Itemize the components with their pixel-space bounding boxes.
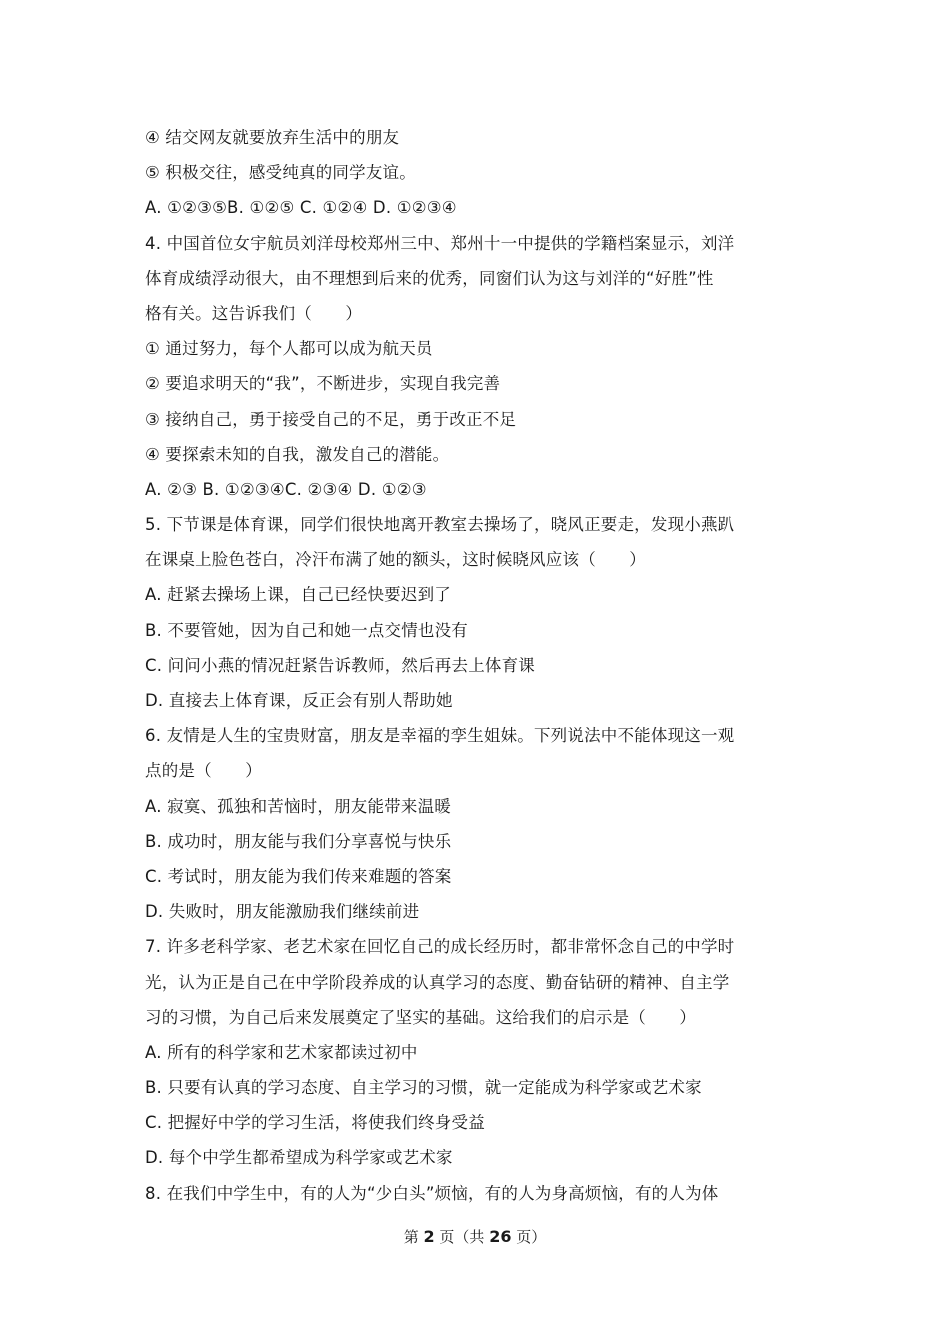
question-7: 7. 许多老科学家、老艺术家在回忆自己的成长经历时，都非常怀念自己的中学时 [145, 937, 735, 957]
text-line: ⑤ 积极交往，感受纯真的同学友谊。 [145, 163, 416, 183]
option-c: C. 把握好中学的学习生活，将使我们终身受益 [145, 1113, 485, 1133]
option-d: D. 失败时，朋友能激励我们继续前进 [145, 902, 420, 922]
question-4: 4. 中国首位女宇航员刘洋母校郑州三中、郑州十一中提供的学籍档案显示，刘洋 [145, 233, 735, 253]
question-6: 6. 友情是人生的宝贵财富，朋友是幸福的孪生姐妹。下列说法中不能体现这一观 [145, 726, 735, 746]
option-b: B. 只要有认真的学习态度、自主学习的习惯，就一定能成为科学家或艺术家 [145, 1078, 702, 1098]
option-a: A. 赶紧去操场上课，自己已经快要迟到了 [145, 585, 451, 605]
text-line: 格有关。这告诉我们（ ） [145, 303, 363, 323]
question-8: 8. 在我们中学生中，有的人为“少白头”烦恼，有的人为身高烦恼，有的人为体 [145, 1183, 719, 1203]
option-b: B. 不要管她，因为自己和她一点交情也没有 [145, 620, 469, 640]
option-d: D. 直接去上体育课，反正会有别人帮助她 [145, 691, 453, 710]
footer-prefix: 第 [403, 1228, 419, 1246]
text-line: ③ 接纳自己，勇于接受自己的不足，勇于改正不足 [145, 409, 517, 429]
answer-options: A. ②③ B. ①②③④C. ②③④ D. ①②③ [145, 479, 427, 499]
text-line: 习的习惯，为自己后来发展奠定了坚实的基础。这给我们的启示是（ ） [145, 1007, 697, 1027]
text-line: 光，认为正是自己在中学阶段养成的认真学习的态度、勤奋钻研的精神、自主学 [145, 972, 730, 992]
total-page-count: 26 [489, 1227, 512, 1246]
option-b: B. 成功时，朋友能与我们分享喜悦与快乐 [145, 831, 452, 851]
current-page-number: 2 [423, 1227, 435, 1246]
text-line: ④ 要探索未知的自我，激发自己的潜能。 [145, 444, 450, 464]
text-line: 点的是（ ） [145, 761, 262, 781]
footer-suffix: 页） [516, 1228, 547, 1246]
text-line: ① 通过努力，每个人都可以成为航天员 [145, 339, 433, 359]
option-d: D. 每个中学生都希望成为科学家或艺术家 [145, 1148, 453, 1168]
footer-middle: 页（共 [439, 1228, 485, 1246]
text-line: ② 要追求明天的“我”，不断进步，实现自我完善 [145, 374, 501, 394]
answer-options: A. ①②③⑤B. ①②⑤ C. ①②④ D. ①②③④ [145, 198, 457, 218]
option-c: C. 考试时，朋友能为我们传来难题的答案 [145, 866, 452, 886]
text-line: ④ 结交网友就要放弃生活中的朋友 [145, 128, 400, 147]
text-line: 体育成绩浮动很大，由不理想到后来的优秀，同窗们认为这与刘洋的“好胜”性 [145, 268, 714, 288]
document-body [145, 120, 815, 1211]
option-c: C. 问问小燕的情况赶紧告诉教师，然后再去上体育课 [145, 655, 536, 675]
question-5: 5. 下节课是体育课，同学们很快地离开教室去操场了，晓风正要走，发现小燕趴 [145, 515, 735, 535]
option-a: A. 所有的科学家和艺术家都读过初中 [145, 1042, 418, 1062]
option-a: A. 寂寞、孤独和苦恼时，朋友能带来温暖 [145, 796, 451, 816]
page-footer [0, 1226, 950, 1247]
text-line: 在课桌上脸色苍白，冷汗布满了她的额头，这时候晓风应该（ ） [145, 550, 646, 570]
